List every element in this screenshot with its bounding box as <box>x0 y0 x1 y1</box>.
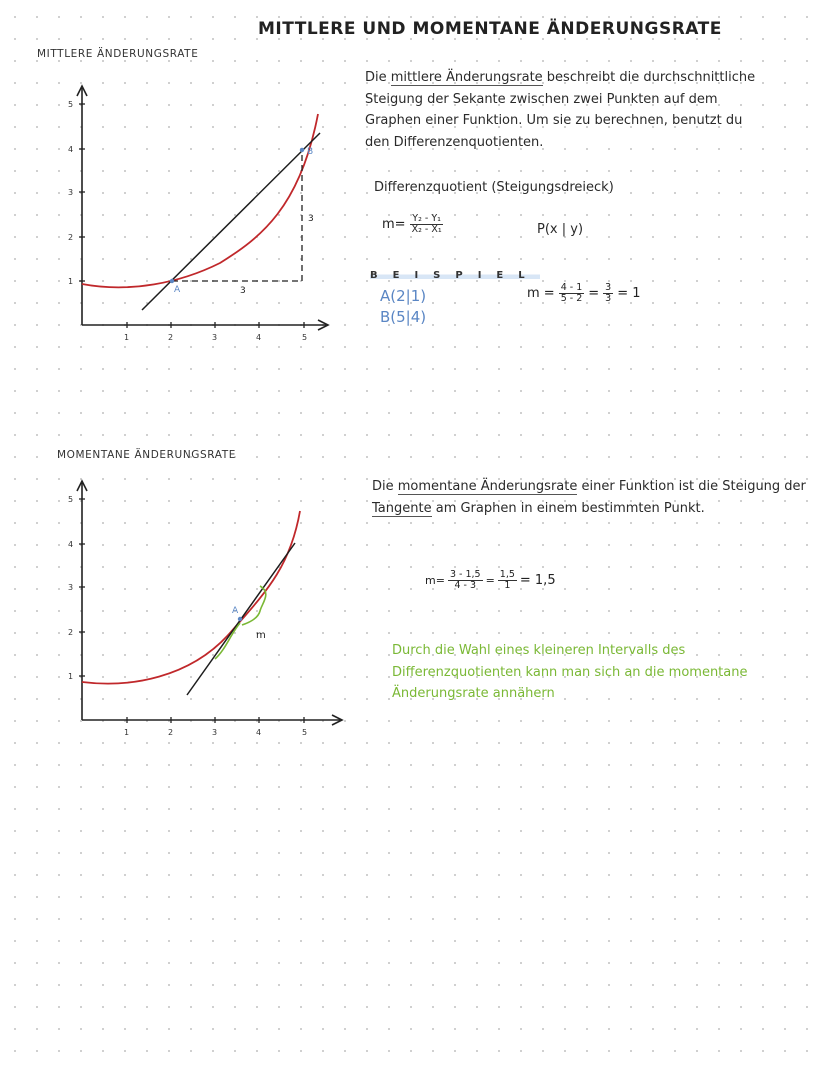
y-tick-5: 5 <box>68 495 74 504</box>
x-tick-2: 2 <box>168 333 174 342</box>
graph-momentane-aenderungsrate <box>50 473 350 753</box>
dx-label: 3 <box>240 286 246 296</box>
x-tick-3: 3 <box>212 728 218 737</box>
x-tick-4: 4 <box>256 728 262 737</box>
point-notation: P(x | y) <box>537 222 584 237</box>
y-tick-3: 3 <box>68 188 74 197</box>
function-curve <box>82 114 318 287</box>
label-a: A <box>174 285 181 295</box>
y-tick-5: 5 <box>68 100 74 109</box>
x-tick-1: 1 <box>124 333 130 342</box>
term-momentane-aenderungsrate: momentane Änderungsrate <box>397 479 578 494</box>
point-a <box>238 617 242 621</box>
section-heading-momentane: MOMENTANE ÄNDERUNGSRATE <box>57 449 236 461</box>
x-tick-5: 5 <box>302 333 308 342</box>
term-tangente: Tangente <box>372 500 432 516</box>
definition-mittlere: Die mittlere Änderungsrate beschreibt die durchschnittliche Steigung der Sekante zwischen zwei Punkten auf dem Graphen einer Funktion. Um sie zu berechnen, benutzt du den Differenzenquotienten. <box>365 70 756 150</box>
example-label: BEISPIEL <box>370 270 540 281</box>
approximation-note: Durch die Wahl eines kleineren Intervalls des Differenzquotienten kann man sich an die momentane Änderungsrate annähern <box>392 643 748 701</box>
term-mittlere-aenderungsrate: mittlere Änderungsrate <box>390 70 543 85</box>
formula-title: Differenzquotient (Steigungsdreieck) <box>374 180 614 195</box>
graph-mittlere-aenderungsrate <box>50 78 350 358</box>
x-tick-4: 4 <box>256 333 262 342</box>
point-a <box>170 279 174 283</box>
x-tick-5: 5 <box>302 728 308 737</box>
y-tick-4: 4 <box>68 145 74 154</box>
y-tick-1: 1 <box>68 277 74 286</box>
x-tick-1: 1 <box>124 728 130 737</box>
example-point-a: A(2|1) <box>380 287 427 305</box>
label-b: B <box>307 147 314 157</box>
page-title: MITTLERE UND MOMENTANE ÄNDERUNGSRATE <box>258 19 722 39</box>
x-tick-2: 2 <box>168 728 174 737</box>
label-a: A <box>232 606 239 616</box>
y-tick-1: 1 <box>68 672 74 681</box>
dy-label: 3 <box>308 214 314 224</box>
y-tick-2: 2 <box>68 233 74 242</box>
difference-quotient-formula: m= $\frac{\text{Y₂ - Y₁}}{\text{X₂ - X₁}}$ <box>382 213 442 236</box>
y-tick-3: 3 <box>68 583 74 592</box>
tangent-slope-calculation: m= $\frac{3 - 1,5}{4 - 3}$ = $\frac{1,5}{1}$ = 1,5 <box>425 569 556 592</box>
section-heading-mittlere: MITTLERE ÄNDERUNGSRATE <box>37 48 199 60</box>
example-calculation: m = $\frac{4 - 1}{5 - 2}$ = $\frac{3}{3}$ = 1 <box>527 282 641 305</box>
y-tick-4: 4 <box>68 540 74 549</box>
x-tick-3: 3 <box>212 333 218 342</box>
definition-momentane: Die momentane Änderungsrate einer Funktion ist die Steigung der Tangente am Graphen in einem bestimmten Punkt. <box>372 479 806 516</box>
example-point-b: B(5|4) <box>380 308 427 326</box>
label-m: m <box>256 630 266 641</box>
y-tick-2: 2 <box>68 628 74 637</box>
point-b <box>300 148 304 152</box>
secant-line <box>142 133 320 310</box>
brace-left <box>215 623 240 659</box>
formula-fraction: $\frac{\text{Y₂ - Y₁}}{\text{X₂ - X₁}}$ <box>411 213 442 236</box>
function-curve <box>82 511 300 684</box>
